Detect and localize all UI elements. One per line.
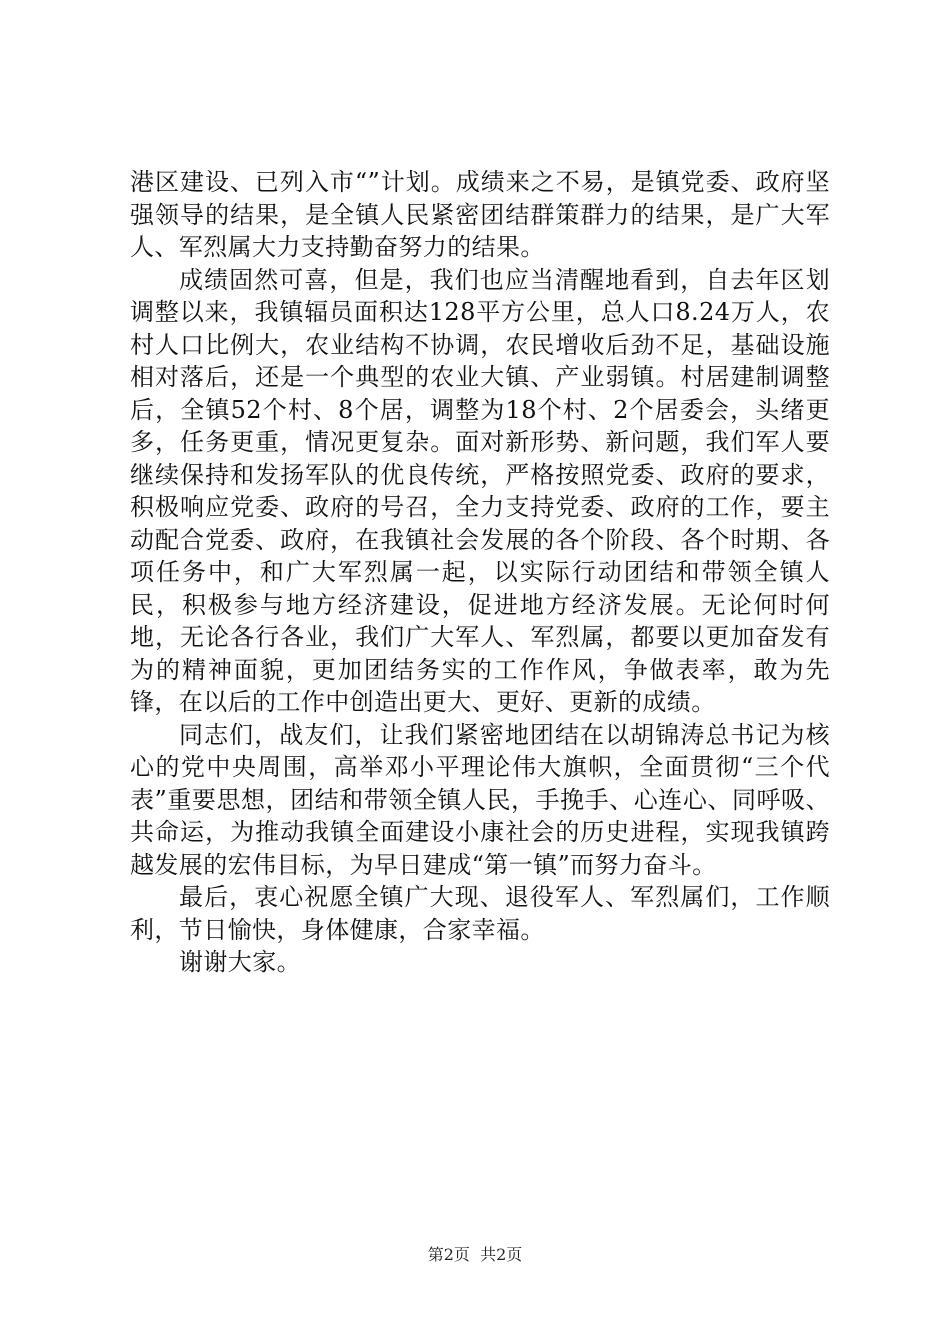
paragraph-achievements: 成绩固然可喜，但是，我们也应当清醒地看到，自去年区划调整以来，我镇辐员面积达128平方公里，总人口8.24万人，农村人口比例大，农业结构不协调，农民增收后劲不足，基础设施相对落后，还是一个典型的农业大镇、产业弱镇。村居建制调整后，全镇52个村、8个居，调整为18个村、2个居委会，头绪更多，任务更重，情况更复杂。面对新形势、新问题，我们军人要继续保持和发扬军队的优良传统，严格按照党委、政府的要求，积极响应党委、政府的号召，全力支持党委、政府的工作，要主动配合党委、政府，在我镇社会发展的各个阶段、各个时期、各项任务中，和广大军烈属一起，以实际行动团结和带领全镇人民，积极参与地方经济建设，促进地方经济发展。无论何时何地，无论各行各业，我们广大军人、军烈属，都要以更加奋发有为的精神面貌，更加团结务实的工作作风，争做表率，敢为先锋，在以后的工作中创造出更大、更好、更新的成绩。 — [130, 265, 830, 716]
page-number-footer: 第2页 共2页 — [427, 1245, 523, 1264]
paragraph-wishes: 最后，衷心祝愿全镇广大现、退役军人、军烈属们，工作顺利，节日愉快，身体健康，合家幸福。 — [130, 883, 830, 944]
document-body — [130, 166, 830, 979]
paragraph-call-to-action: 同志们，战友们，让我们紧密地团结在以胡锦涛总书记为核心的党中央周围，高举邓小平理论伟大旗帜，全面贯彻“三个代表”重要思想，团结和带领全镇人民，手挽手、心连心、同呼吸、共命运，为推动我镇全面建设小康社会的历史进程，实现我镇跨越发展的宏伟目标，为早日建成“第一镇”而努力奋斗。 — [130, 720, 830, 879]
paragraph-continuation: 港区建设、已列入市“”计划。成绩来之不易，是镇党委、政府坚强领导的结果，是全镇人民紧密团结群策群力的结果，是广大军人、军烈属大力支持勤奋努力的结果。 — [130, 168, 830, 261]
paragraph-thanks: 谢谢大家。 — [179, 948, 301, 976]
